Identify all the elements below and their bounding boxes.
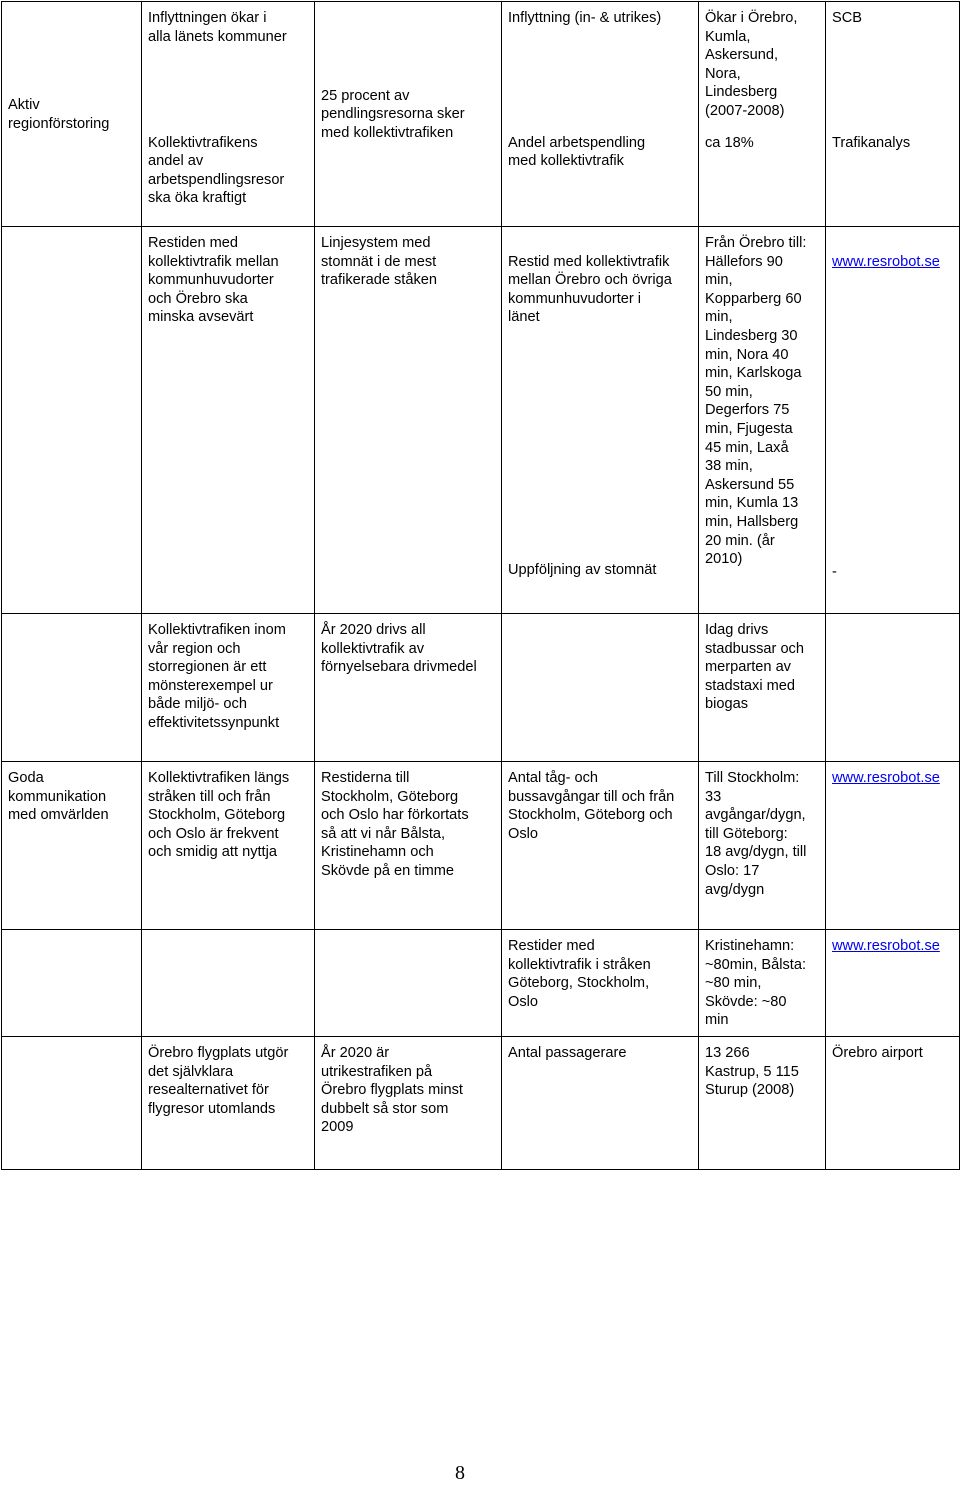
source-cell: [826, 227, 960, 614]
value-cell: 13 266 Kastrup, 5 115 Sturup (2008): [699, 1037, 826, 1170]
table-row: [2, 1037, 960, 1170]
source-cell: [826, 930, 960, 1037]
source-cell: Trafikanalys: [826, 127, 960, 227]
indicator-table: [1, 1, 960, 1170]
subgoal-cell: Kollektivtrafikens andel av arbetspendlingsresor ska öka kraftigt: [142, 127, 315, 227]
indicator-cell: Antal passagerare: [502, 1037, 699, 1170]
indicator-cell: Inflyttning (in- & utrikes): [502, 2, 699, 127]
value-cell: Till Stockholm: 33 avgångar/dygn, till Göteborg: 18 avg/dygn, till Oslo: 17 avg/dygn: [699, 762, 826, 930]
target-cell: Linjesystem med stomnät i de mest trafikerade ståken: [315, 227, 502, 614]
indicator-cell: [502, 227, 699, 614]
indicator-cell: [502, 614, 699, 762]
indicator-cell: Restider med kollektivtrafik i stråken Göteborg, Stockholm, Oslo: [502, 930, 699, 1037]
subgoal-cell: Restiden med kollektivtrafik mellan kommunhuvudorter och Örebro ska minska avsevärt: [142, 227, 315, 614]
value-cell: Kristinehamn: ~80min, Bålsta: ~80 min, Skövde: ~80 min: [699, 930, 826, 1037]
indicator-text: Restid med kollektivtrafik mellan Örebro och övriga kommunhuvudorter i länet: [508, 253, 672, 326]
value-cell: Idag drivs stadbussar och merparten av stadstaxi med biogas: [699, 614, 826, 762]
subgoal-cell: Kollektivtrafiken längs stråken till och från Stockholm, Göteborg och Oslo är frekvent och smidig att nyttja: [142, 762, 315, 930]
subgoal-cell: Örebro flygplats utgör det självklara resealternativet för flygresor utomlands: [142, 1037, 315, 1170]
source-link[interactable]: www.resrobot.se: [832, 938, 940, 955]
indicator-cell: Andel arbetspendling med kollektivtrafik: [502, 127, 699, 227]
source-cell: [826, 762, 960, 930]
target-cell: År 2020 drivs all kollektivtrafik av förnyelsebara drivmedel: [315, 614, 502, 762]
goal-cell: [2, 930, 142, 1037]
target-cell: [315, 930, 502, 1037]
indicator-followup-text: Uppföljning av stomnät: [508, 562, 657, 579]
table-row: [2, 2, 960, 127]
source-cell: Örebro airport: [826, 1037, 960, 1170]
source-dash: -: [832, 564, 837, 581]
subgoal-cell: [142, 930, 315, 1037]
source-cell: [826, 614, 960, 762]
goal-cell: [2, 1037, 142, 1170]
goal-cell: Goda kommunikation med omvärlden: [2, 762, 142, 930]
page-number: 8: [455, 1462, 465, 1484]
table-row: [2, 762, 960, 930]
target-cell: 25 procent av pendlingsresorna sker med kollektivtrafiken: [315, 2, 502, 227]
target-cell: År 2020 är utrikestrafiken på Örebro flygplats minst dubbelt så stor som 2009: [315, 1037, 502, 1170]
value-cell: Ökar i Örebro, Kumla, Askersund, Nora, Lindesberg (2007-2008): [699, 2, 826, 127]
goal-cell: [2, 227, 142, 614]
value-cell: ca 18%: [699, 127, 826, 227]
source-cell: SCB: [826, 2, 960, 127]
table-row: [2, 227, 960, 614]
table-row: [2, 930, 960, 1037]
table-row: [2, 614, 960, 762]
goal-cell: [2, 614, 142, 762]
goal-cell: Aktiv regionförstoring: [2, 2, 142, 227]
subgoal-cell: Inflyttningen ökar i alla länets kommuner: [142, 2, 315, 127]
target-cell: Restiderna till Stockholm, Göteborg och Oslo har förkortats så att vi når Bålsta, Kristinehamn och Skövde på en timme: [315, 762, 502, 930]
source-link[interactable]: www.resrobot.se: [832, 770, 940, 787]
indicator-cell: Antal tåg- och bussavgångar till och från Stockholm, Göteborg och Oslo: [502, 762, 699, 930]
subgoal-cell: Kollektivtrafiken inom vår region och storregionen är ett mönsterexempel ur både miljö- och effektivitetssynpunkt: [142, 614, 315, 762]
value-cell: Från Örebro till: Hällefors 90 min, Kopparberg 60 min, Lindesberg 30 min, Nora 40 min, Karlskoga 50 min, Degerfors 75 min, Fjugesta 45 min, Laxå 38 min, Askersund 55 min, Kumla 13 min, Hallsberg 20 min. (år 2010): [699, 227, 826, 614]
source-link[interactable]: www.resrobot.se: [832, 253, 940, 270]
